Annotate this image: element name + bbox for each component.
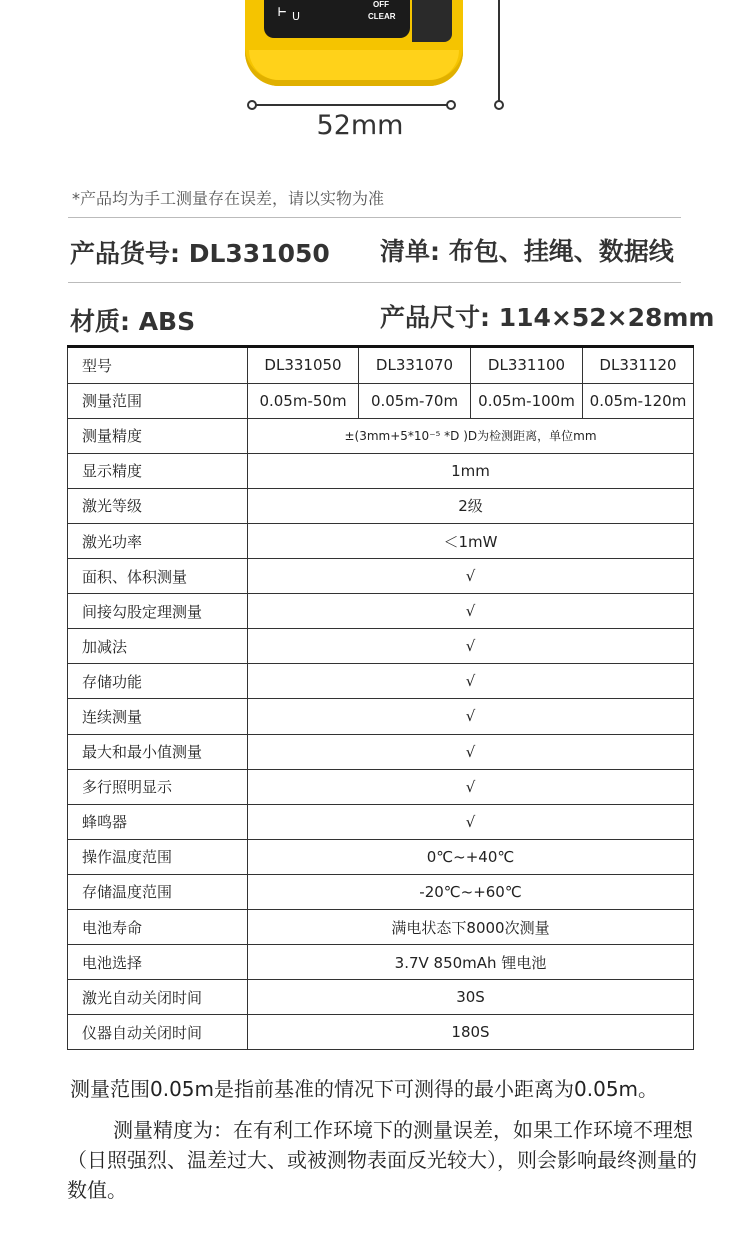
table-row (68, 734, 694, 769)
table-cell-model: DL331100 (471, 348, 583, 383)
width-dimension-endpoint-left (247, 100, 257, 110)
table-row (68, 629, 694, 664)
height-dimension-line (498, 0, 500, 101)
table-cell-label: 激光等级 (68, 488, 248, 523)
table-cell-label: 多行照明显示 (68, 769, 248, 804)
table-row (68, 488, 694, 523)
table-cell-label: 面积、体积测量 (68, 559, 248, 594)
table-cell-value: 3.7V 850mAh 锂电池 (248, 945, 694, 980)
table-cell-model: DL331050 (248, 348, 359, 383)
table-cell-label: 存储功能 (68, 664, 248, 699)
table-cell-range: 0.05m-120m (583, 383, 694, 418)
table-row (68, 910, 694, 945)
measurement-note: *产品均为手工测量存在误差，请以实物为准 (72, 189, 385, 208)
table-row (68, 418, 694, 453)
table-cell-model: DL331070 (359, 348, 471, 383)
divider (68, 217, 681, 218)
table-row (68, 769, 694, 804)
table-cell-label: 操作温度范围 (68, 839, 248, 874)
clear-key-label: CLEAR (368, 12, 396, 21)
table-row (68, 664, 694, 699)
table-cell-label: 激光自动关闭时间 (68, 980, 248, 1015)
table-cell-value: √ (248, 559, 694, 594)
package-list: 清单: 布包、挂绳、数据线 (380, 237, 674, 266)
footnote-range: 测量范围0.05m是指前基准的情况下可测得的最小距离为0.05m。 (70, 1077, 659, 1101)
table-cell-label: 激光功率 (68, 523, 248, 558)
off-key-label: OFF (373, 0, 389, 9)
table-cell-value: √ (248, 699, 694, 734)
divider (68, 282, 681, 283)
table-cell-label: 连续测量 (68, 699, 248, 734)
table-cell-label: 测量范围 (68, 383, 248, 418)
table-cell-label: 蜂鸣器 (68, 804, 248, 839)
table-row-model (68, 348, 694, 383)
table-cell-label: 显示精度 (68, 453, 248, 488)
table-cell-label: 间接勾股定理测量 (68, 594, 248, 629)
width-dimension-line (252, 104, 450, 106)
table-cell-value: √ (248, 804, 694, 839)
height-dimension-endpoint (494, 100, 504, 110)
table-cell-range: 0.05m-100m (471, 383, 583, 418)
device-side-key (412, 0, 452, 42)
footnote-accuracy: 测量精度为：在有利工作环境下的测量误差，如果工作环境不理想（日照强烈、温差过大、或被测物表面反光较大），则会影响最终测量的数值。 (67, 1118, 697, 1202)
table-cell-value: -20℃~+60℃ (248, 874, 694, 909)
table-row (68, 523, 694, 558)
table-cell-range: 0.05m-50m (248, 383, 359, 418)
table-cell-label: 电池选择 (68, 945, 248, 980)
table-cell-model: DL331120 (583, 348, 694, 383)
table-cell-value: 2级 (248, 488, 694, 523)
table-cell-value: 满电状态下8000次测量 (248, 910, 694, 945)
table-row (68, 699, 694, 734)
width-dimension-endpoint-right (446, 100, 456, 110)
table-cell-label: 仪器自动关闭时间 (68, 1015, 248, 1050)
table-cell-value: √ (248, 664, 694, 699)
material: 材质: ABS (70, 307, 196, 336)
width-dimension-label: 52mm (316, 110, 404, 141)
table-row (68, 453, 694, 488)
table-cell-label: 型号 (68, 348, 248, 383)
table-cell-label: 存储温度范围 (68, 874, 248, 909)
table-cell-value: ±(3mm+5*10⁻⁵ *D )D为检测距离，单位mm (248, 418, 694, 453)
table-row (68, 804, 694, 839)
table-row-range (68, 383, 694, 418)
table-cell-value: √ (248, 629, 694, 664)
table-cell-value: 1mm (248, 453, 694, 488)
table-row (68, 559, 694, 594)
table-cell-value: √ (248, 769, 694, 804)
table-row (68, 945, 694, 980)
table-row (68, 839, 694, 874)
table-cell-range: 0.05m-70m (359, 383, 471, 418)
product-size: 产品尺寸: 114×52×28mm (380, 303, 715, 332)
unit-icon: U (292, 10, 301, 23)
ruler-icon: ⊢ (278, 4, 287, 20)
spec-table (67, 345, 694, 1050)
table-cell-value: √ (248, 734, 694, 769)
table-row (68, 980, 694, 1015)
table-cell-label: 加减法 (68, 629, 248, 664)
table-cell-value: 0℃~+40℃ (248, 839, 694, 874)
table-cell-value: √ (248, 594, 694, 629)
table-cell-label: 测量精度 (68, 418, 248, 453)
table-cell-label: 电池寿命 (68, 910, 248, 945)
table-row (68, 874, 694, 909)
table-cell-value: 180S (248, 1015, 694, 1050)
product-image (0, 0, 750, 160)
table-cell-value: ＜1mW (248, 523, 694, 558)
item-number: 产品货号: DL331050 (70, 239, 330, 268)
table-row (68, 594, 694, 629)
table-cell-label: 最大和最小值测量 (68, 734, 248, 769)
table-cell-value: 30S (248, 980, 694, 1015)
table-row (68, 1015, 694, 1050)
